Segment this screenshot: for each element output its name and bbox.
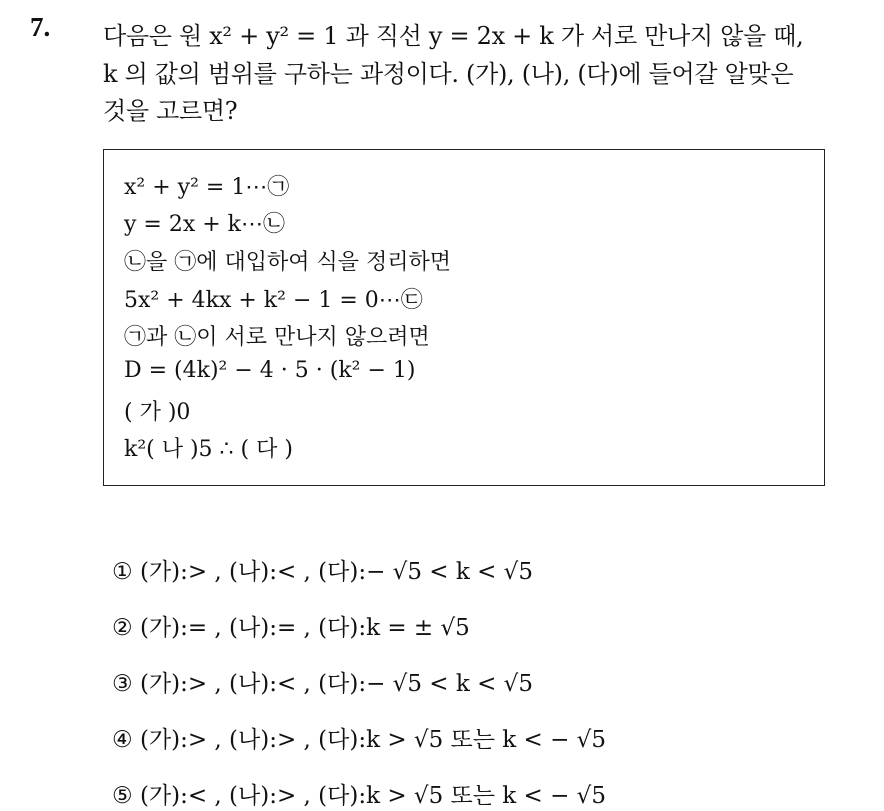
choice-1-marker: ① xyxy=(112,559,133,585)
question-text-line-1: 다음은 원 x² + y² = 1 과 직선 y = 2x + k 가 서로 만나지 않을 때, xyxy=(103,22,804,50)
box-line-discriminant: D = (4k)² − 4 · 5 · (k² − 1) xyxy=(124,358,416,383)
choice-4[interactable] xyxy=(112,721,606,754)
box-line-quadratic: 5x² + 4kx + k² − 1 = 0⋯㉢ xyxy=(124,288,423,313)
box-line-line-equation: y = 2x + k⋯㉡ xyxy=(124,212,286,237)
choice-4-marker: ④ xyxy=(112,727,133,753)
choice-3-text: (가):> , (나):< , (다):− √5 < k < √5 xyxy=(139,671,533,697)
choice-5-text: (가):< , (나):> , (다):k > √5 또는 k < − √5 xyxy=(139,783,606,809)
question-text-line-2: k 의 값의 범위를 구하는 과정이다. (가), (나), (다)에 들어갈 알맞은 xyxy=(103,60,794,88)
choice-3-marker: ③ xyxy=(112,671,133,697)
box-line-blank-ga: ( 가 )0 xyxy=(124,400,191,425)
choice-3[interactable] xyxy=(112,665,533,698)
choice-5-marker: ⑤ xyxy=(112,783,133,809)
choice-2-text: (가):= , (나):= , (다):k = ± √5 xyxy=(139,615,470,641)
question-text-line-3: 것을 고르면? xyxy=(103,97,238,125)
solution-process-box xyxy=(103,149,825,486)
choice-1-text: (가):> , (나):< , (다):− √5 < k < √5 xyxy=(139,559,533,585)
choice-1[interactable] xyxy=(112,553,533,586)
box-line-condition: ㉠과 ㉡이 서로 만나지 않으려면 xyxy=(124,325,430,350)
choice-2-marker: ② xyxy=(112,615,133,641)
box-line-substitution: ㉡을 ㉠에 대입하여 식을 정리하면 xyxy=(124,250,451,275)
choice-5[interactable] xyxy=(112,777,606,810)
choice-2[interactable] xyxy=(112,609,470,642)
choice-4-text: (가):> , (나):> , (다):k > √5 또는 k < − √5 xyxy=(139,727,606,753)
box-line-blank-na-da: k²( 나 )5 ∴ ( 다 ) xyxy=(124,437,293,462)
question-number: 7. xyxy=(30,12,51,42)
box-line-circle-equation: x² + y² = 1⋯㉠ xyxy=(124,175,290,200)
